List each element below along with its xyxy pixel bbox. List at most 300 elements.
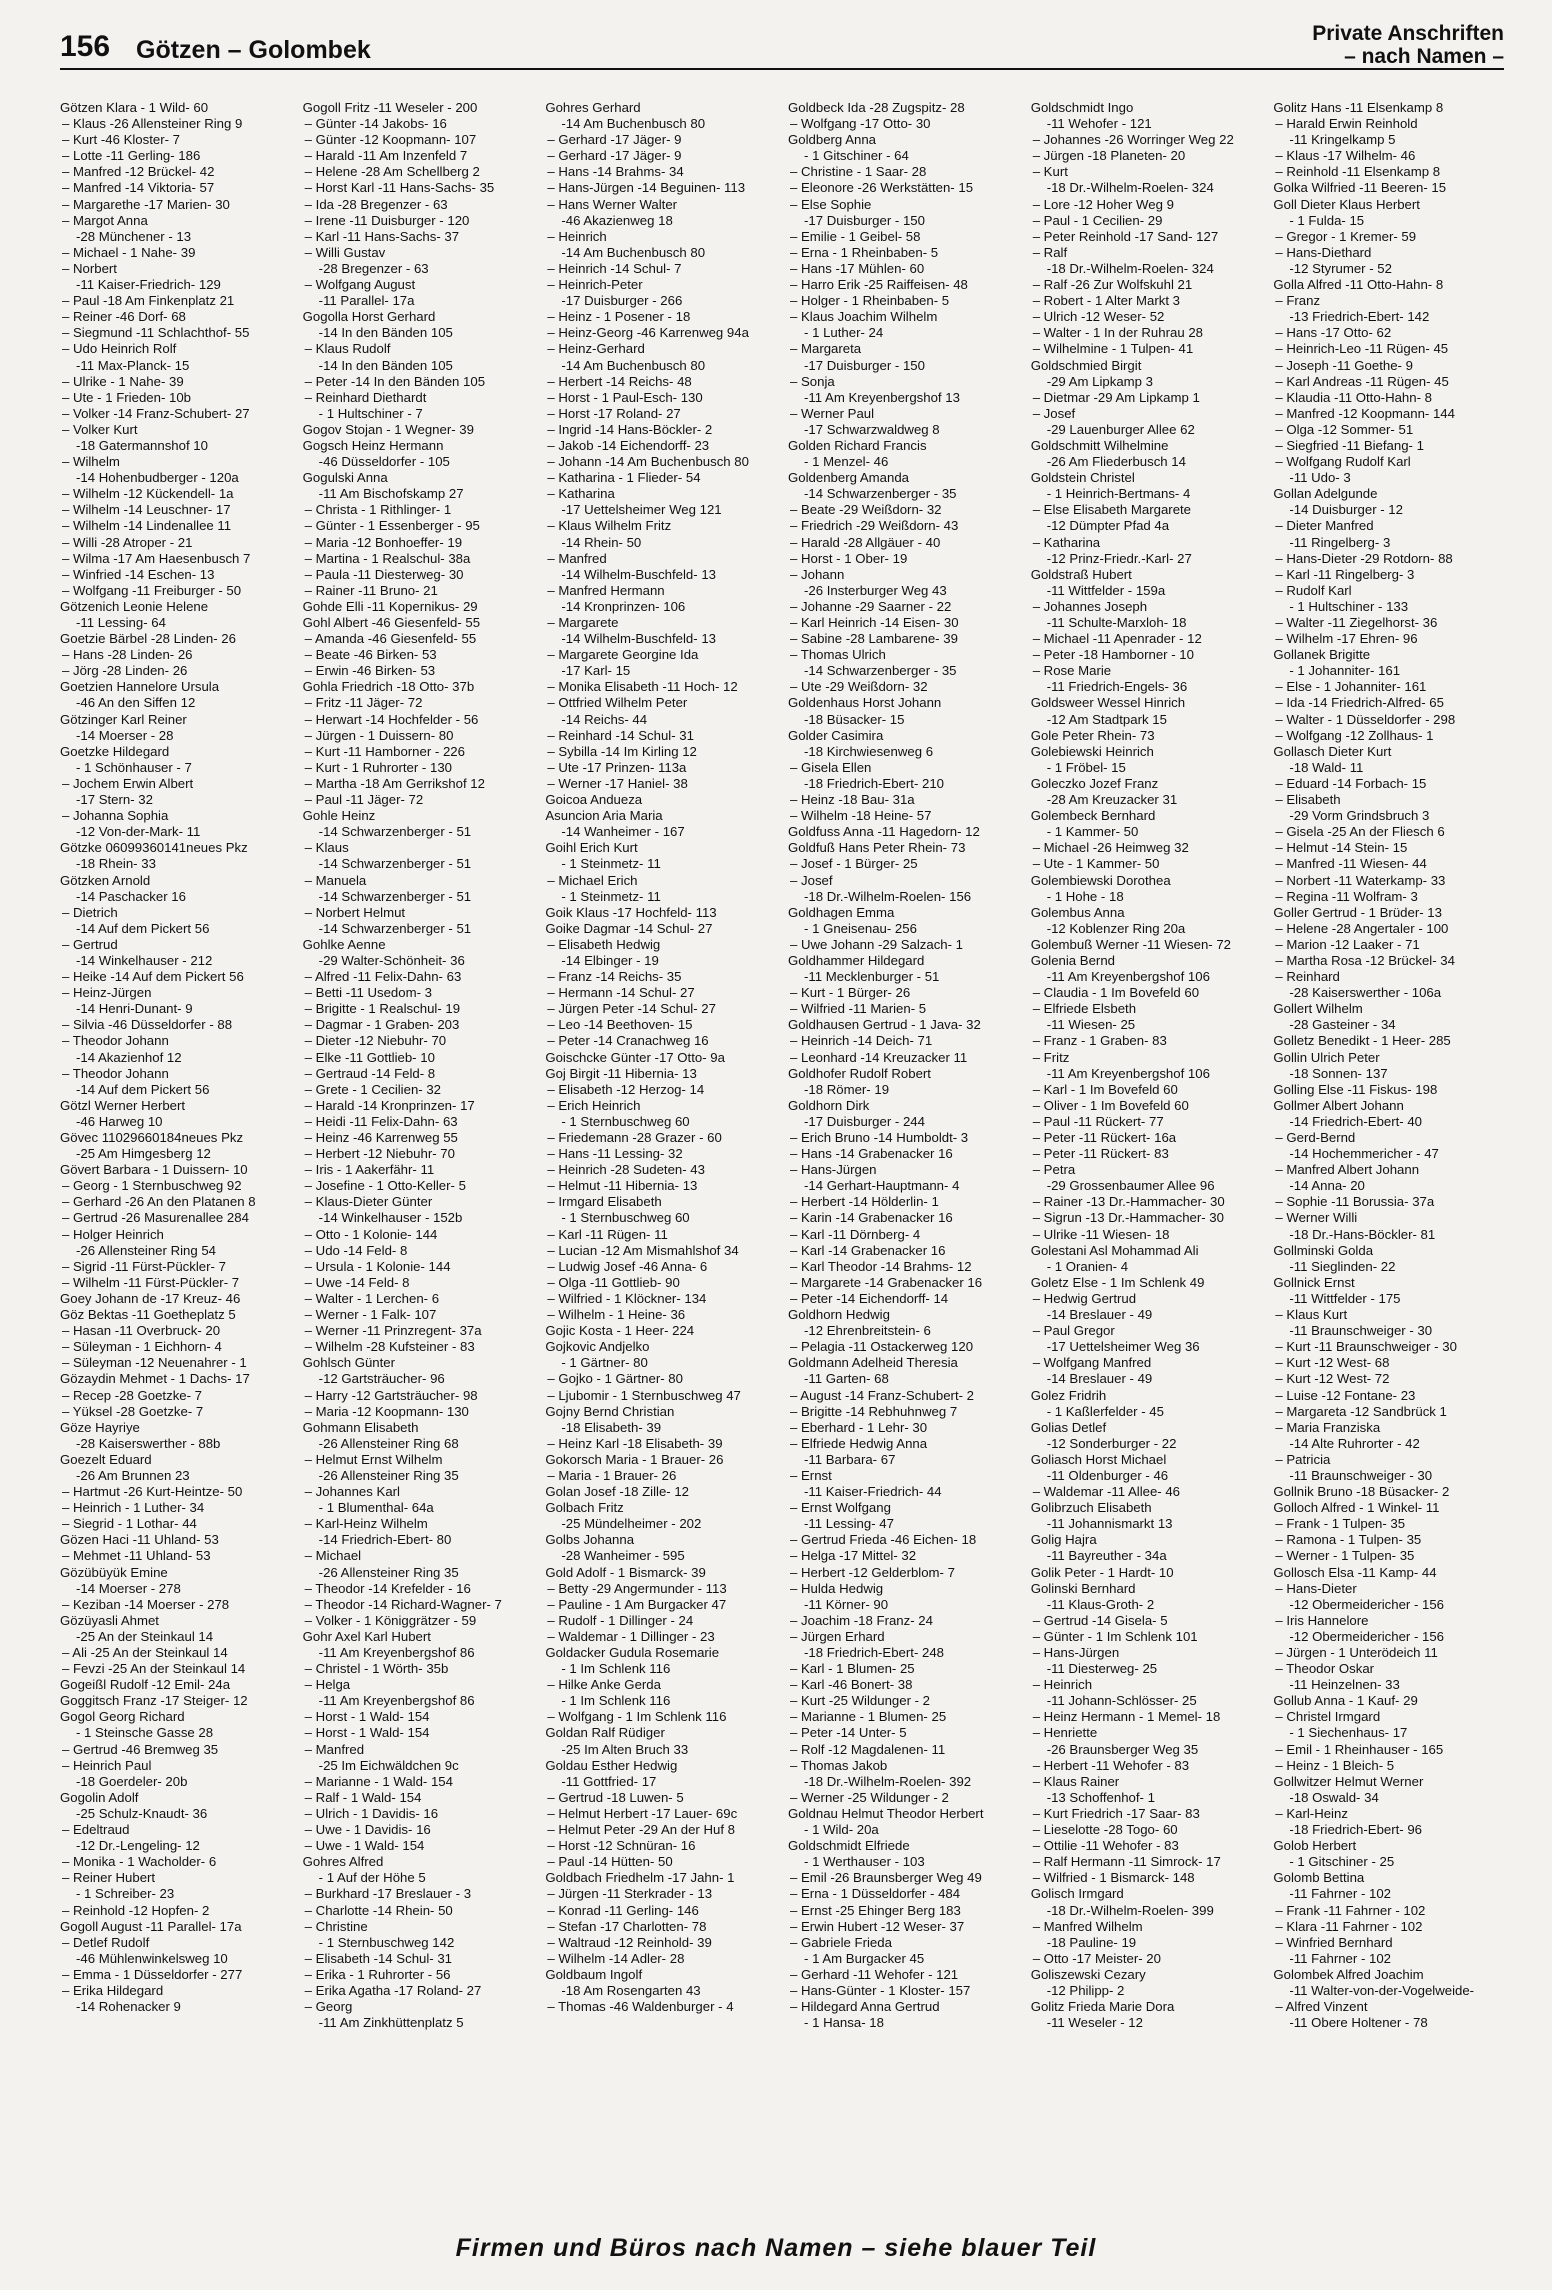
directory-entry: -17 Duisburger - 150	[804, 212, 925, 228]
directory-entry: – Irmgard Elisabeth	[547, 1194, 662, 1210]
directory-entry: Golomb Bettina	[1273, 1870, 1365, 1886]
directory-entry: – Hans -28 Linden- 26	[62, 647, 193, 663]
directory-entry: – Luise -12 Fontane- 23	[1275, 1387, 1416, 1403]
directory-entry: Gohlke Aenne	[302, 936, 386, 952]
directory-entry: – Otto -17 Meister- 20	[1032, 1950, 1161, 1966]
directory-entry: – Heinz -46 Karrenweg 55	[304, 1130, 458, 1145]
directory-entry: – Rolf -12 Magdalenen- 11	[790, 1741, 946, 1757]
directory-entry: Gogoll Fritz -11 Weseler - 200	[302, 100, 478, 115]
directory-entry: -11 Wehofer - 121	[1046, 116, 1152, 132]
directory-entry: -11 Bayreuther - 34a	[1046, 1548, 1167, 1564]
directory-entry: – Hans -14 Brahms- 34	[547, 164, 684, 180]
directory-entry: – Holger Heinrich	[62, 1226, 164, 1242]
directory-entry: Goldbach Friedhelm -17 Jahn- 1	[545, 1870, 735, 1886]
directory-entry: -46 Mühlenwinkelsweg 10	[76, 1950, 228, 1966]
directory-entry: – Erika Agatha -17 Roland- 27	[304, 1982, 482, 1998]
directory-entry: – Helmut Peter -29 An der Huf 8	[547, 1822, 735, 1838]
directory-entry: – Lieselotte -28 Togo- 60	[1032, 1822, 1178, 1838]
directory-entry: -11 Friedrich-Engels- 36	[1046, 679, 1188, 695]
directory-entry: -12 Sonderburger - 22	[1046, 1435, 1177, 1451]
directory-entry: -12 Philipp- 2	[1046, 1982, 1125, 1998]
directory-entry: -18 Dr.-Wilhelm-Roelen- 324	[1046, 180, 1214, 196]
directory-entry: – Hans -17 Mühlen- 60	[790, 260, 925, 276]
directory-entry: – Rose Marie	[1032, 663, 1112, 679]
directory-entry: – Erna - 1 Düsseldorfer - 484	[790, 1886, 961, 1902]
directory-entry: – Süleyman -12 Neuenahrer - 1	[62, 1355, 247, 1371]
directory-entry: – Paul -18 Am Finkenplatz 21	[62, 293, 235, 309]
directory-entry: - 1 Hansa- 18	[804, 2015, 884, 2031]
directory-entry: -11 Am Kreyenbergshof 106	[1046, 1065, 1210, 1081]
directory-entry: – Paul -11 Rückert- 77	[1032, 1113, 1164, 1129]
directory-entry: Gojkovic Andjelko	[545, 1339, 650, 1355]
directory-entry: Goldhagen Emma	[788, 904, 895, 920]
directory-entry: – Kurt -12 West- 68	[1275, 1355, 1390, 1371]
directory-entry: Golembuß Werner -11 Wiesen- 72	[1030, 936, 1232, 952]
directory-entry: – Else Sophie	[790, 196, 872, 212]
directory-entry: Gohres Gerhard	[545, 100, 641, 115]
directory-entry: – Pelagia -11 Ostackerweg 120	[790, 1339, 974, 1355]
directory-entry: – Jürgen - 1 Unterödeich 11	[1275, 1645, 1438, 1660]
directory-entry: Gohr Axel Karl Hubert	[302, 1628, 431, 1644]
directory-entry: -14 Hohenbudberger - 120a	[76, 470, 239, 486]
directory-entry: -28 Wanheimer - 595	[561, 1548, 685, 1564]
directory-entry: – Kurt - 1 Ruhrorter - 130	[304, 759, 452, 775]
directory-entry: – Christel - 1 Wörth- 35b	[304, 1661, 449, 1677]
directory-entry: Golig Hajra	[1030, 1532, 1097, 1548]
directory-entry: Götzinger Karl Reiner	[60, 711, 187, 727]
directory-entry: -14 Anna- 20	[1289, 1178, 1365, 1194]
directory-entry: – Charlotte -14 Rhein- 50	[304, 1902, 453, 1918]
directory-entry: – Klaus -17 Wilhelm- 46	[1275, 148, 1416, 164]
directory-entry: – Ute - 1 Kammer- 50	[1032, 856, 1160, 872]
directory-entry: – Jürgen - 1 Duissern- 80	[304, 727, 454, 743]
directory-entry: -14 Friedrich-Ebert- 80	[318, 1532, 452, 1548]
directory-entry: -18 Elisabeth- 39	[561, 1419, 662, 1435]
directory-entry: -12 Koblenzer Ring 20a	[1046, 920, 1186, 936]
directory-entry: – Joseph -11 Goethe- 9	[1275, 357, 1413, 373]
directory-entry: -25 Im Alten Bruch 33	[561, 1741, 689, 1757]
directory-entry: – Kurt -11 Braunschweiger - 30	[1275, 1339, 1457, 1355]
directory-entry: – Jürgen Erhard	[790, 1628, 885, 1644]
directory-entry: – Hildegard Anna Gertrud	[790, 1999, 940, 2015]
directory-entry: – Emilie - 1 Geibel- 58	[790, 228, 921, 244]
directory-entry: – Edeltraud	[62, 1822, 130, 1838]
directory-entry: -11 Walter-von-der-Vogelweide-	[1289, 1982, 1475, 1998]
directory-column-5	[1031, 100, 1262, 2190]
directory-entry: – Gabriele Frieda	[790, 1934, 892, 1950]
directory-entry: – Otto - 1 Kolonie- 144	[304, 1226, 438, 1242]
directory-entry: Goik Klaus -17 Hochfeld- 113	[545, 904, 717, 920]
directory-entry: Goicoa Andueza	[545, 792, 643, 808]
directory-entry: – Paul - 1 Cecilien- 29	[1032, 212, 1163, 228]
directory-entry: – Thomas -46 Waldenburger - 4	[547, 1999, 734, 2015]
directory-entry: - 1 Oranien- 4	[1046, 1258, 1129, 1274]
directory-entry: Goldberg Anna	[788, 132, 877, 148]
directory-entry: – Ute - 1 Frieden- 10b	[62, 389, 192, 405]
directory-entry: – Reinhard	[1275, 969, 1340, 985]
directory-entry: -14 Wilhelm-Buschfeld- 13	[561, 631, 716, 647]
directory-entry: – Werner - 1 Tulpen- 35	[1275, 1548, 1415, 1564]
directory-entry: – Klaus -26 Allensteiner Ring 9	[62, 116, 243, 132]
directory-entry: – Betti -11 Usedom- 3	[304, 985, 432, 1001]
directory-entry: – Ralf Hermann -11 Simrock- 17	[1032, 1854, 1221, 1870]
directory-entry: – Gertrud -26 Masurenallee 284	[62, 1210, 249, 1226]
directory-entry: – Josef	[790, 872, 833, 888]
directory-entry: – Winfried Bernhard	[1275, 1934, 1393, 1950]
directory-entry: Golden Richard Francis	[788, 437, 927, 453]
directory-entry: – Theodor -14 Krefelder - 16	[304, 1580, 471, 1596]
directory-entry: – Elisabeth Hedwig	[547, 936, 661, 952]
directory-entry: -18 Goerdeler- 20b	[76, 1773, 188, 1789]
directory-entry: Goliszewski Cezary	[1030, 1966, 1146, 1982]
directory-entry: – Manfred Wilhelm	[1032, 1918, 1143, 1934]
directory-entry: – Kurt -11 Hamborner - 226	[304, 743, 465, 759]
directory-entry: Golik Peter - 1 Hardt- 10	[1030, 1564, 1174, 1580]
directory-entry: - 1 Kammer- 50	[1046, 824, 1139, 840]
directory-entry: – Pauline - 1 Am Burgacker 47	[547, 1596, 727, 1612]
directory-entry: – Kurt Friedrich -17 Saar- 83	[1032, 1805, 1200, 1821]
directory-entry: – Hans-Dieter	[1275, 1580, 1357, 1596]
directory-entry: – Jürgen Peter -14 Schul- 27	[547, 1001, 716, 1017]
directory-entry: Goldschmidt Ingo	[1030, 100, 1134, 115]
directory-entry: – Peter -14 In den Bänden 105	[304, 373, 486, 389]
directory-entry: – Georg - 1 Sternbuschweg 92	[62, 1178, 242, 1194]
directory-entry: – Margareta -12 Sandbrück 1	[1275, 1403, 1447, 1419]
directory-entry: – Karl -11 Rügen- 11	[547, 1226, 668, 1242]
directory-entry: -17 Uettelsheimer Weg 36	[1046, 1339, 1200, 1355]
directory-entry: -18 Friedrich-Ebert- 210	[804, 775, 945, 791]
directory-entry: – Joachim -18 Franz- 24	[790, 1612, 933, 1628]
directory-entry: – Reinhard Diethardt	[304, 389, 427, 405]
directory-entry: – Elisabeth -14 Schul- 31	[304, 1950, 453, 1966]
directory-entry: – Peter -18 Hamborner - 10	[1032, 647, 1194, 663]
directory-entry: – Erwin Hubert -12 Weser- 37	[790, 1918, 965, 1934]
directory-entry: - 1 Im Schlenk 116	[561, 1693, 671, 1709]
directory-entry: - 1 Wild- 20a	[804, 1822, 879, 1838]
directory-entry: – Marion -12 Laaker - 71	[1275, 936, 1420, 952]
directory-entry: – Manfred -11 Wiesen- 44	[1275, 856, 1427, 872]
directory-entry: – Werner -25 Wildunger - 2	[790, 1789, 949, 1805]
directory-entry: – Ludwig Josef -46 Anna- 6	[547, 1258, 708, 1274]
directory-entry: – Klaus Rudolf	[304, 341, 391, 357]
directory-entry: – Dietmar -29 Am Lipkamp 1	[1032, 389, 1200, 405]
directory-entry: – Ljubomir - 1 Sternbuschweg 47	[547, 1387, 741, 1403]
directory-entry: – Ramona - 1 Tulpen- 35	[1275, 1532, 1422, 1548]
directory-entry: – Siegmund -11 Schlachthof- 55	[62, 325, 250, 341]
directory-entry: – Johanne -29 Saarner - 22	[790, 598, 952, 614]
directory-entry: – Brigitte -14 Rebhuhnweg 7	[790, 1403, 958, 1419]
directory-entry: – Werner Willi	[1275, 1210, 1358, 1226]
directory-entry: Goike Dagmar -14 Schul- 27	[545, 920, 713, 936]
directory-entry: – Elisabeth	[1275, 792, 1341, 808]
directory-entry: – Hans-Günter - 1 Kloster- 157	[790, 1982, 971, 1998]
directory-entry: Goldacker Gudula Rosemarie	[545, 1645, 720, 1660]
directory-entry: Goldfuß Hans Peter Rhein- 73	[788, 840, 966, 856]
directory-entry: Gohle Heinz	[302, 808, 376, 824]
directory-entry: – Uwe - 1 Wald- 154	[304, 1838, 425, 1854]
directory-entry: - 1 Am Burgacker 45	[804, 1950, 925, 1966]
directory-entry: – Ernst -25 Ehinger Berg 183	[790, 1902, 961, 1918]
directory-entry: -11 Am Bischofskamp 27	[318, 486, 464, 502]
directory-entry: – Wilhelm -17 Ehren- 96	[1275, 631, 1418, 647]
directory-entry: – Jochem Erwin Albert	[62, 775, 194, 791]
directory-entry: - 1 Gitschiner - 25	[1289, 1854, 1395, 1870]
directory-entry: Gold Adolf - 1 Bismarck- 39	[545, 1564, 706, 1580]
page-header	[60, 22, 1504, 70]
directory-entry: – Horst -12 Schnüran- 16	[547, 1838, 696, 1854]
directory-entry: Goetzie Bärbel -28 Linden- 26	[60, 631, 236, 647]
directory-entry: - 1 Sternbuschweg 60	[561, 1113, 690, 1129]
directory-entry: – Karl Heinrich -14 Eisen- 30	[790, 615, 959, 630]
directory-entry: -14 Reichs- 44	[561, 711, 648, 727]
directory-entry: -14 Rhein- 50	[561, 534, 642, 550]
directory-entry: – Heinz - 1 Posener - 18	[547, 309, 691, 325]
directory-entry: – Hartmut -26 Kurt-Heintze- 50	[62, 1484, 243, 1500]
directory-entry: – Michael	[304, 1548, 362, 1564]
directory-entry: – Erna - 1 Rheinbaben- 5	[790, 244, 939, 260]
directory-entry: – Norbert Helmut	[304, 904, 406, 920]
directory-entry: – Ottfried Wilhelm Peter	[547, 695, 688, 711]
directory-entry: Göz Bektas -11 Goetheplatz 5	[60, 1307, 236, 1323]
directory-entry: – Hans -17 Otto- 62	[1275, 325, 1392, 341]
directory-entry: Goldnau Helmut Theodor Herbert	[788, 1805, 984, 1821]
directory-entry: Golias Detlef	[1030, 1419, 1107, 1435]
directory-entry: – Amanda -46 Giesenfeld- 55	[304, 631, 477, 647]
directory-entry: -18 Dr.-Wilhelm-Roelen- 324	[1046, 260, 1214, 276]
directory-entry: – Maria -12 Bonhoeffer- 19	[304, 534, 463, 550]
directory-entry: -14 Schwarzenberger - 51	[318, 920, 472, 936]
directory-entry: -11 Johann-Schlösser- 25	[1046, 1693, 1197, 1709]
directory-entry: – Iris Hannelore	[1275, 1612, 1369, 1628]
directory-entry: Gohlsch Günter	[302, 1355, 396, 1371]
directory-entry: -12 Am Stadtpark 15	[1046, 711, 1167, 727]
directory-entry: – Ulrike -11 Wiesen- 18	[1032, 1226, 1170, 1242]
directory-entry: – Karl Theodor -14 Brahms- 12	[790, 1258, 972, 1274]
directory-entry: – Katharina	[547, 486, 615, 502]
directory-entry: – Heinz -18 Bau- 31a	[790, 792, 915, 808]
directory-entry: Golenia Bernd	[1030, 952, 1115, 968]
directory-entry: -28 Am Kreuzacker 31	[1046, 792, 1178, 808]
directory-entry: -26 Allensteiner Ring 68	[318, 1435, 459, 1451]
directory-entry: – Gertrud	[62, 936, 118, 952]
directory-entry: -26 Braunsberger Weg 35	[1046, 1741, 1199, 1757]
directory-entry: - 1 Sternbuschweg 142	[318, 1934, 455, 1950]
directory-entry: – Erwin -46 Birken- 53	[304, 663, 436, 679]
directory-entry: -12 Gartsträucher- 96	[318, 1371, 445, 1387]
directory-entry: Goldhausen Gertrud - 1 Java- 32	[788, 1017, 981, 1033]
directory-entry: – Norbert -11 Waterkamp- 33	[1275, 872, 1446, 888]
directory-entry: – Wilhelmine - 1 Tulpen- 41	[1032, 341, 1194, 357]
directory-entry: Golitz Hans -11 Elsenkamp 8	[1273, 100, 1444, 115]
directory-entry: – Werner Paul	[790, 405, 875, 421]
directory-entry: – Helga	[304, 1677, 351, 1693]
directory-entry: – Peter -14 Cranachweg 16	[547, 1033, 709, 1049]
directory-entry: -14 Rohenacker 9	[76, 1999, 181, 2015]
directory-entry: – Horst -17 Roland- 27	[547, 405, 681, 421]
directory-entry: -14 Paschacker 16	[76, 888, 186, 904]
directory-entry: – Wilfried -11 Marien- 5	[790, 1001, 927, 1017]
directory-entry: – Katharina - 1 Flieder- 54	[547, 470, 701, 486]
directory-entry: – Ingrid -14 Hans-Böckler- 2	[547, 421, 713, 437]
directory-column-2	[303, 100, 534, 2190]
directory-entry: -11 Johannismarkt 13	[1046, 1516, 1173, 1532]
directory-entry: – Werner -11 Prinzregent- 37a	[304, 1323, 482, 1339]
directory-entry: – Peter -14 Eichendorff- 14	[790, 1290, 949, 1306]
directory-entry: -11 Fahrner - 102	[1289, 1950, 1392, 1966]
directory-entry: Gogsch Heinz Hermann	[302, 437, 444, 453]
directory-entry: – Hans -11 Lessing- 32	[547, 1146, 683, 1162]
directory-entry: -14 Akazienhof 12	[76, 1049, 182, 1065]
directory-entry: – Dietrich	[62, 904, 118, 920]
directory-entry: - 1 Gitschiner - 64	[804, 148, 909, 164]
directory-entry: -11 Am Kreyenbergshof 106	[1046, 969, 1210, 985]
directory-entry: – Süleyman - 1 Eichhorn- 4	[62, 1339, 222, 1355]
directory-entry: – Ute -17 Prinzen- 113a	[547, 759, 687, 775]
directory-entry: – Wilhelm -18 Heine- 57	[790, 808, 932, 824]
directory-entry: – Ralf -26 Zur Wolfskuhl 21	[1032, 277, 1193, 293]
directory-entry: – Silvia -46 Düsseldorfer - 88	[62, 1017, 233, 1033]
directory-entry: – Hulda Hedwig	[790, 1580, 884, 1596]
directory-entry: Götzken Arnold	[60, 872, 151, 888]
directory-entry: Goetzke Hildegard	[60, 743, 170, 759]
directory-entry: -14 Winkelhauser - 212	[76, 952, 213, 968]
directory-entry: – Gojko - 1 Gärtner- 80	[547, 1371, 683, 1387]
directory-entry: -18 Kirchwiesenweg 6	[804, 743, 934, 759]
directory-entry: – Willi Gustav	[304, 244, 386, 260]
directory-entry: -12 Obermeidericher - 156	[1289, 1628, 1445, 1644]
directory-entry: - 1 Steinsche Gasse 28	[76, 1725, 214, 1741]
directory-entry: – Brigitte - 1 Realschul- 19	[304, 1001, 461, 1017]
directory-entry: - 1 Hultschiner - 7	[318, 405, 423, 421]
directory-entry: – Else - 1 Johanniter- 161	[1275, 679, 1427, 695]
directory-entry: – August -14 Franz-Schubert- 2	[790, 1387, 975, 1403]
directory-entry: Gojic Kosta - 1 Heer- 224	[545, 1323, 695, 1339]
directory-entry: -11 Parallel- 17a	[318, 293, 415, 309]
directory-entry: Golletz Benedikt - 1 Heer- 285	[1273, 1033, 1451, 1049]
directory-entry: -12 Prinz-Friedr.-Karl- 27	[1046, 550, 1192, 566]
directory-entry: - 1 Werthauser - 103	[804, 1854, 925, 1870]
directory-entry: – Hans-Jürgen -14 Beguinen- 113	[547, 180, 746, 196]
directory-entry: – Karl -14 Grabenacker 16	[790, 1242, 946, 1258]
directory-entry: – Ralf	[1032, 244, 1068, 260]
directory-entry: -11 Obere Holtener - 78	[1289, 2015, 1428, 2031]
directory-entry: – Franz - 1 Graben- 83	[1032, 1033, 1167, 1049]
directory-entry: - 1 Im Schlenk 116	[561, 1661, 671, 1677]
directory-entry: – Waldemar - 1 Dillinger - 23	[547, 1628, 715, 1644]
directory-entry: – Maria - 1 Brauer- 26	[547, 1467, 677, 1483]
directory-entry: -18 Sonnen- 137	[1289, 1065, 1388, 1081]
directory-entry: - 1 Fröbel- 15	[1046, 759, 1126, 775]
directory-entry: - 1 Menzel- 46	[804, 454, 889, 470]
directory-entry: - 1 Schreiber- 23	[76, 1886, 175, 1902]
directory-entry: -11 Kaiser-Friedrich- 44	[804, 1484, 942, 1500]
directory-entry: Golebiewski Heinrich	[1030, 743, 1154, 759]
directory-entry: – Sigrun -13 Dr.-Hammacher- 30	[1032, 1210, 1224, 1226]
directory-entry: – Paula -11 Diesterweg- 30	[304, 566, 464, 582]
directory-entry: – Karl -11 Dörnberg- 4	[790, 1226, 921, 1242]
directory-entry: Gollin Ulrich Peter	[1273, 1049, 1380, 1065]
directory-entry: – Gertrud -46 Bremweg 35	[62, 1741, 219, 1757]
section-title-line2: – nach Namen –	[1344, 45, 1504, 68]
directory-entry: – Klaudia -11 Otto-Hahn- 8	[1275, 389, 1432, 405]
section-title-line1: Private Anschriften	[1312, 22, 1504, 45]
directory-entry: – Kurt	[1032, 164, 1068, 180]
directory-entry: – Franz	[1275, 293, 1321, 309]
directory-entry: - 1 Johanniter- 161	[1289, 663, 1401, 679]
directory-entry: – Heinrich -14 Schul- 7	[547, 260, 682, 276]
directory-entry: – Theodor Johann	[62, 1033, 169, 1049]
directory-entry: – Erika Hildegard	[62, 1982, 164, 1998]
directory-entry: – Martha -18 Am Gerrikshof 12	[304, 775, 485, 791]
directory-entry: Gollmer Albert Johann	[1273, 1097, 1404, 1113]
directory-column-3	[545, 100, 776, 2190]
directory-entry: -12 Ehrenbreitstein- 6	[804, 1323, 931, 1339]
directory-entry: – Frank - 1 Tulpen- 35	[1275, 1516, 1406, 1532]
page-number: 156	[60, 30, 111, 63]
directory-entry: -28 Kaiserswerther - 88b	[76, 1435, 221, 1451]
directory-entry: -11 Körner- 90	[804, 1596, 889, 1612]
directory-entry: -14 Moerser - 28	[76, 727, 174, 743]
directory-entry: – Keziban -14 Moerser - 278	[62, 1596, 230, 1612]
directory-entry: Golan Josef -18 Zille- 12	[545, 1484, 690, 1500]
directory-entry: – Beate -29 Weißdorn- 32	[790, 502, 942, 518]
directory-entry: – Norbert	[62, 260, 117, 276]
directory-entry: – Udo Heinrich Rolf	[62, 341, 177, 357]
directory-entry: -11 Sieglinden- 22	[1289, 1258, 1396, 1274]
directory-entry: – Fritz	[1032, 1049, 1070, 1065]
directory-entry: – Josef	[1032, 405, 1076, 421]
directory-entry: – Karin -14 Grabenacker 16	[790, 1210, 953, 1226]
directory-column-6	[1273, 100, 1504, 2190]
directory-entry: Goldmann Adelheid Theresia	[788, 1355, 958, 1371]
directory-entry: – Claudia - 1 Im Bovefeld 60	[1032, 985, 1200, 1001]
directory-entry: – Hermann -14 Schul- 27	[547, 985, 695, 1001]
directory-entry: – Jörg -28 Linden- 26	[62, 663, 188, 679]
directory-entry: – Walter -11 Ziegelhorst- 36	[1275, 615, 1438, 630]
directory-entry: -18 Am Rosengarten 43	[561, 1982, 701, 1998]
directory-entry: – Manfred	[547, 550, 607, 566]
directory-entry: – Helmut Herbert -17 Lauer- 69c	[547, 1805, 738, 1821]
directory-entry: – Gisela -25 An der Fliesch 6	[1275, 824, 1445, 840]
directory-entry: – Irene -11 Duisburger - 120	[304, 212, 470, 228]
directory-entry: – Heinrich	[1032, 1677, 1093, 1693]
directory-entry: – Manfred -12 Brückel- 42	[62, 164, 215, 180]
directory-entry: – Ottilie -11 Wehofer - 83	[1032, 1838, 1179, 1854]
directory-entry: -18 Friedrich-Ebert- 248	[804, 1645, 945, 1660]
directory-entry: Golbs Johanna	[545, 1532, 635, 1548]
directory-entry: – Uwe - 1 Davidis- 16	[304, 1822, 431, 1838]
directory-entry: – Lucian -12 Am Mismahlshof 34	[547, 1242, 739, 1258]
directory-entry: – Wolfgang -17 Otto- 30	[790, 116, 931, 132]
directory-entry: – Wilhelm -14 Leuschner- 17	[62, 502, 231, 518]
directory-entry: -46 Düsseldorfer - 105	[318, 454, 450, 470]
directory-entry: Goezelt Eduard	[60, 1451, 152, 1467]
directory-entry: Gollasch Dieter Kurt	[1273, 743, 1392, 759]
directory-entry: – Uwe -14 Feld- 8	[304, 1274, 410, 1290]
directory-entry: -14 Kronprinzen- 106	[561, 598, 686, 614]
directory-entry: Golembus Anna	[1030, 904, 1125, 920]
directory-entry: – Karl - 1 Im Bovefeld 60	[1032, 1081, 1178, 1097]
directory-entry: Gogolin Adolf	[60, 1789, 139, 1805]
directory-entry: – Günter -14 Jakobs- 16	[304, 116, 447, 132]
directory-entry: – Yüksel -28 Goetzke- 7	[62, 1403, 204, 1419]
directory-entry: – Wolfgang -11 Freiburger - 50	[62, 582, 242, 598]
directory-entry: – Ralf - 1 Wald- 154	[304, 1789, 422, 1805]
directory-entry: – Klaus Wilhelm Fritz	[547, 518, 672, 534]
directory-entry: – Margareta	[790, 341, 862, 357]
directory-entry: -11 Barbara- 67	[804, 1451, 896, 1467]
directory-entry: -12 Dr.-Lengeling- 12	[76, 1838, 200, 1854]
